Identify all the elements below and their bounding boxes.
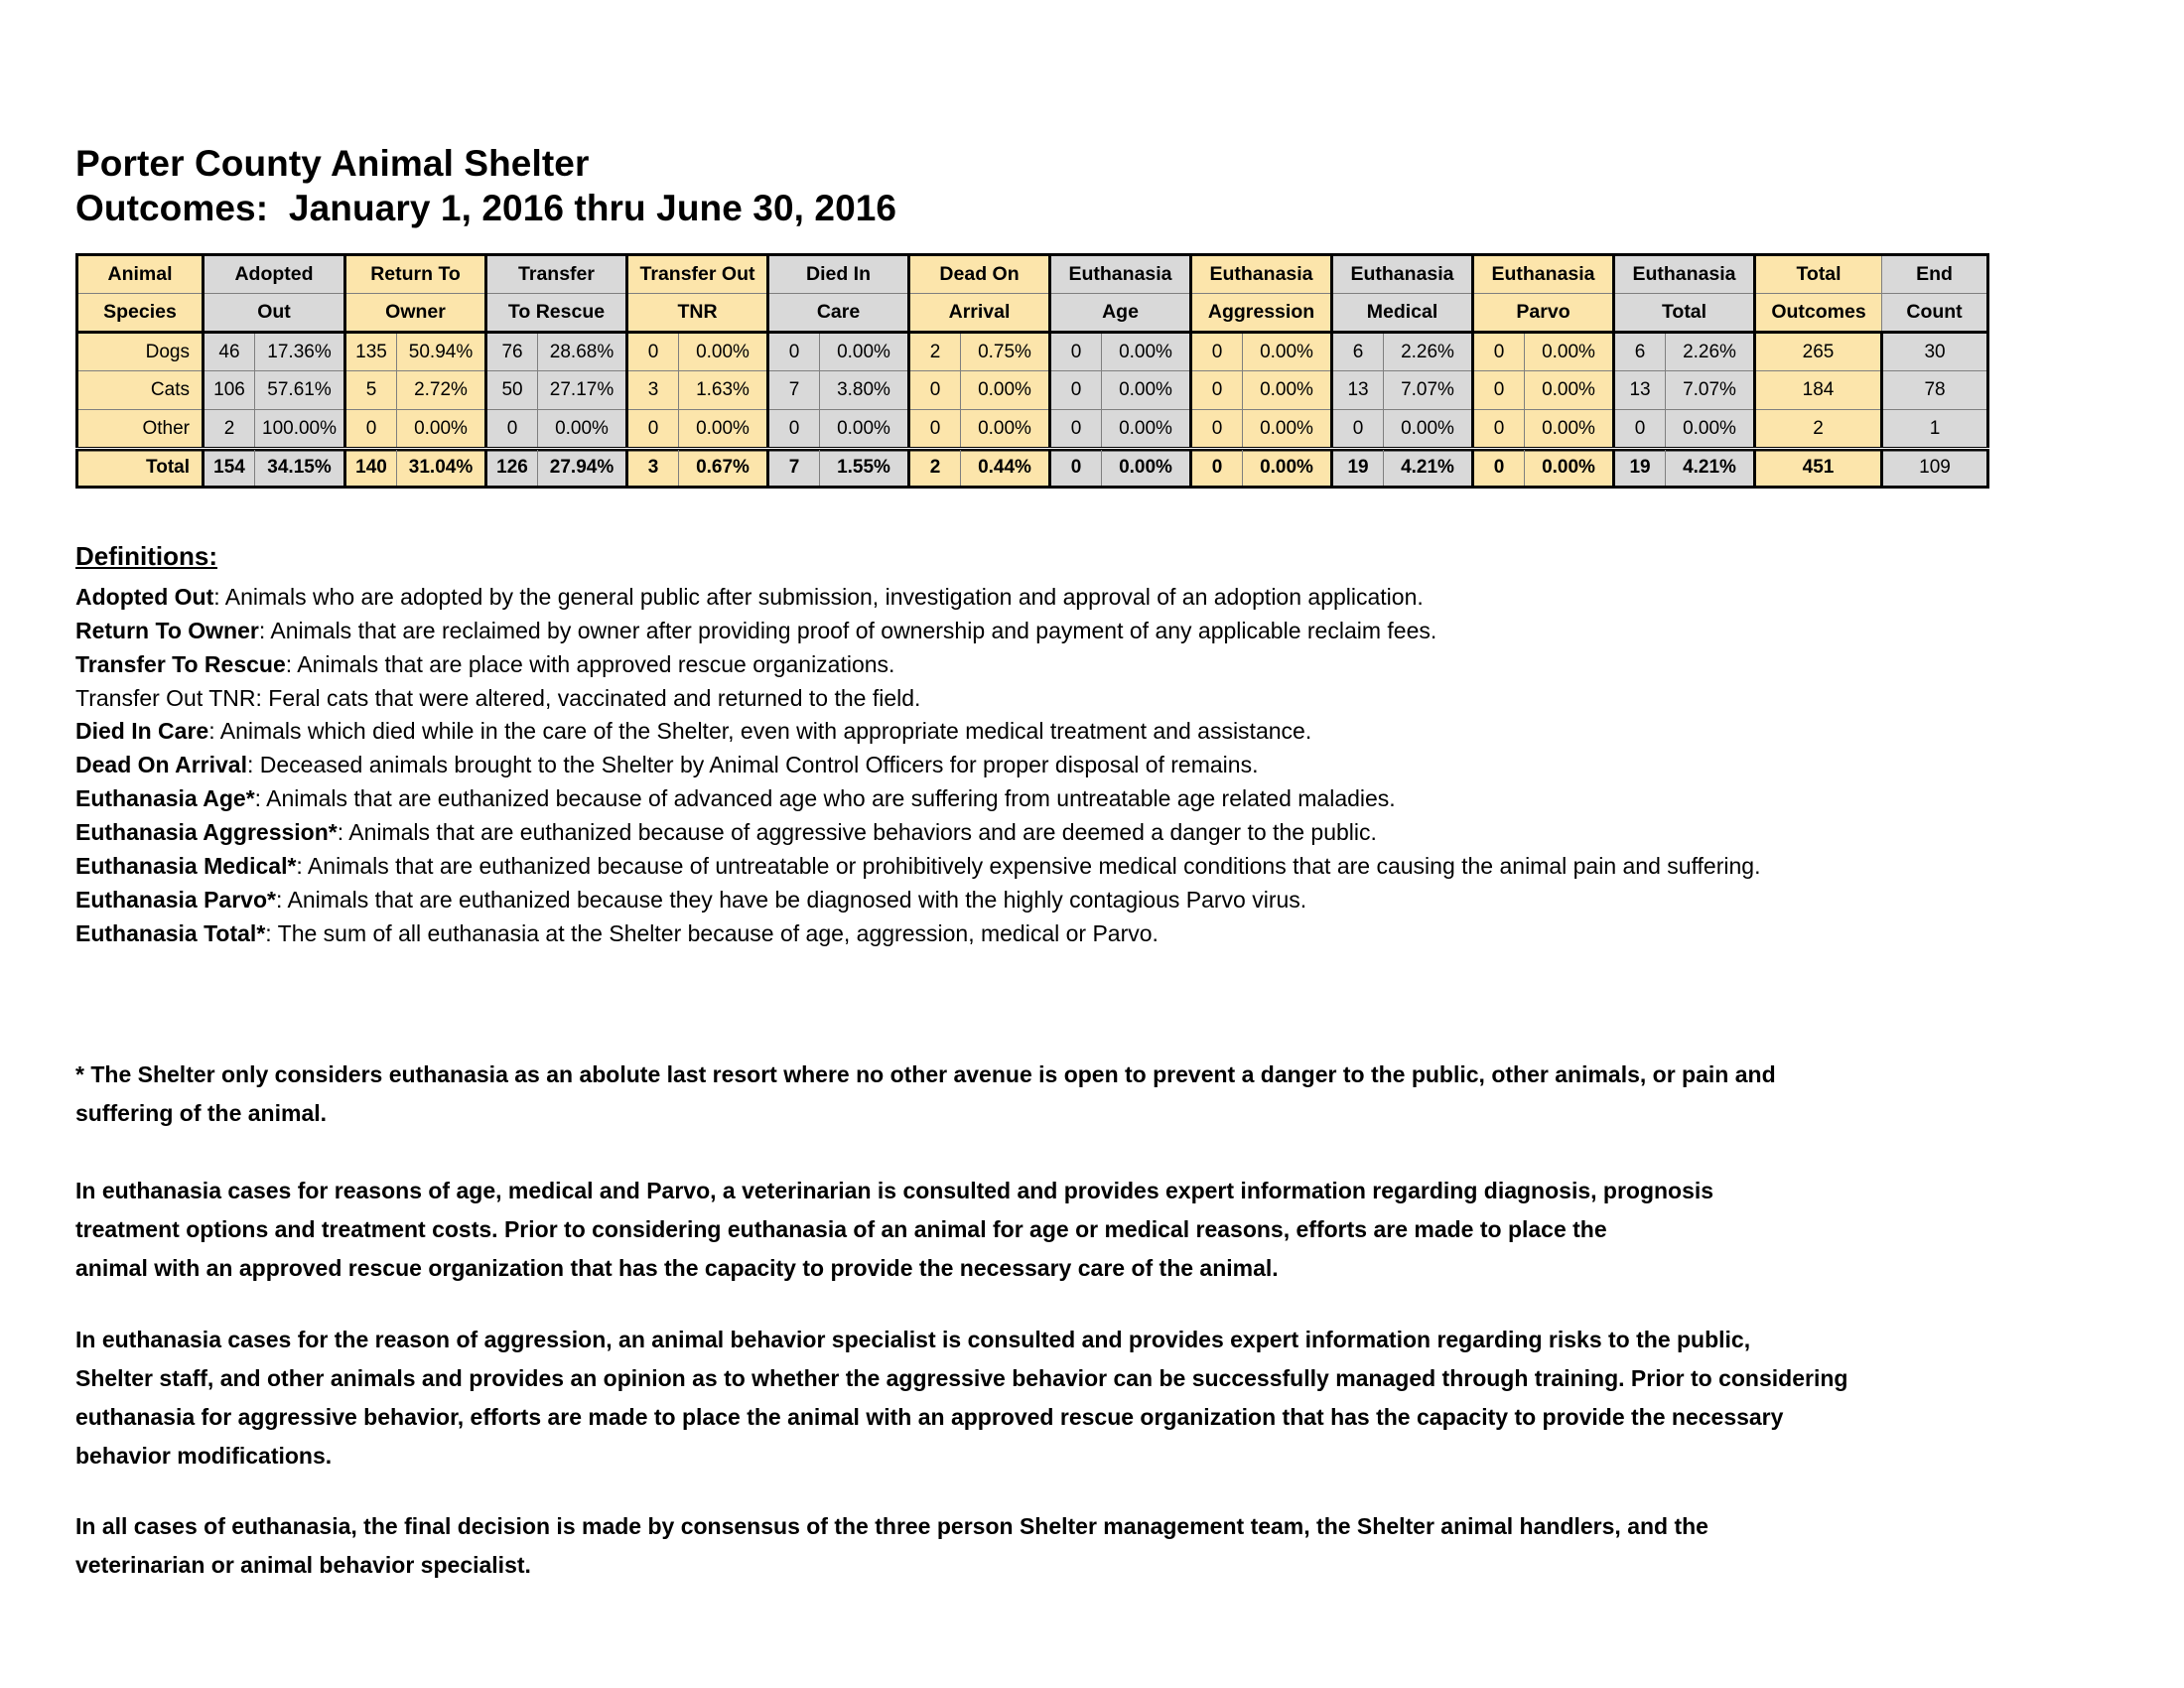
table-header-cell: Parvo — [1473, 294, 1614, 333]
percent-cell: 31.04% — [397, 449, 486, 488]
end-count-cell: 78 — [1882, 371, 1988, 410]
percent-cell: 0.00% — [1525, 410, 1614, 449]
table-header-cell: Euthanasia — [1332, 255, 1473, 294]
table-header-cell: Died In — [768, 255, 909, 294]
percent-cell: 27.94% — [538, 449, 627, 488]
count-cell: 0 — [1191, 449, 1243, 488]
percent-cell: 0.00% — [820, 333, 909, 371]
end-count-cell: 30 — [1882, 333, 1988, 371]
percent-cell: 0.00% — [961, 371, 1050, 410]
table-header-cell: Euthanasia — [1191, 255, 1332, 294]
definition-term: Euthanasia Age* — [75, 785, 255, 812]
percent-cell: 0.00% — [1525, 333, 1614, 371]
definition-text: : Deceased animals brought to the Shelter by Animal Control Officers for proper disposal of remains. — [246, 752, 1259, 778]
definition-item — [75, 750, 2111, 779]
table-row — [77, 371, 1988, 410]
count-cell: 76 — [486, 333, 538, 371]
count-cell: 126 — [486, 449, 538, 488]
table-header-cell: Euthanasia — [1614, 255, 1755, 294]
percent-cell: 0.00% — [1243, 410, 1332, 449]
table-header-cell: Euthanasia — [1050, 255, 1191, 294]
definition-text: : Feral cats that were altered, vaccinated and returned to the field. — [255, 684, 921, 711]
definition-item — [75, 817, 2111, 847]
count-cell: 2 — [909, 333, 961, 371]
percent-cell: 0.00% — [1384, 410, 1473, 449]
table-header-cell: Animal — [77, 255, 204, 294]
outcomes-table — [75, 253, 1989, 489]
percent-cell: 0.00% — [961, 410, 1050, 449]
definition-text: : Animals that are euthanized because of advanced age who are suffering from untreatable age related maladies. — [254, 785, 1396, 812]
percent-cell: 7.07% — [1384, 371, 1473, 410]
definition-term: Adopted Out — [75, 584, 214, 610]
aggression-line: In euthanasia cases for the reason of aggression, an animal behavior specialist is consulted and provides expert information regarding risks to the public, — [75, 1327, 1751, 1352]
aggression-line: behavior modifications. — [75, 1443, 333, 1470]
species-label: Cats — [77, 371, 204, 410]
count-cell: 0 — [1473, 371, 1525, 410]
outcomes-table-container — [75, 253, 1989, 489]
count-cell: 0 — [1191, 410, 1243, 449]
percent-cell: 0.00% — [1525, 449, 1614, 488]
definition-term: Return To Owner — [75, 617, 259, 643]
percent-cell: 0.00% — [1525, 371, 1614, 410]
table-header-cell: Adopted — [204, 255, 345, 294]
table-header-cell: Out — [204, 294, 345, 333]
percent-cell: 2.26% — [1384, 333, 1473, 371]
end-count-cell: 109 — [1882, 449, 1988, 488]
percent-cell: 0.00% — [1243, 333, 1332, 371]
species-label: Other — [77, 410, 204, 449]
table-row — [77, 410, 1988, 449]
count-cell: 0 — [1473, 449, 1525, 488]
definition-term: Euthanasia Total* — [75, 919, 266, 946]
count-cell: 0 — [627, 333, 679, 371]
percent-cell: 0.00% — [1243, 449, 1332, 488]
percent-cell: 0.00% — [1102, 410, 1191, 449]
definition-term: Euthanasia Parvo* — [75, 886, 276, 913]
footnote-paragraph — [75, 1055, 2120, 1133]
species-label: Dogs — [77, 333, 204, 371]
table-header-cell: Return To — [345, 255, 486, 294]
count-cell: 0 — [627, 410, 679, 449]
percent-cell: 2.72% — [397, 371, 486, 410]
definition-text: : Animals who are adopted by the general public after submission, investigation and approval of an adoption application. — [213, 584, 1424, 610]
table-header-cell: Euthanasia — [1473, 255, 1614, 294]
count-cell: 0 — [345, 410, 397, 449]
final-decision-line: veterinarian or animal behavior specialist. — [75, 1552, 531, 1579]
final-decision-paragraph — [75, 1507, 2120, 1585]
percent-cell: 1.55% — [820, 449, 909, 488]
percent-cell: 0.00% — [397, 410, 486, 449]
percent-cell: 0.00% — [538, 410, 627, 449]
veterinarian-paragraph — [75, 1172, 2120, 1288]
count-cell: 46 — [204, 333, 255, 371]
percent-cell: 0.00% — [1102, 371, 1191, 410]
total-outcomes-cell: 2 — [1755, 410, 1882, 449]
document-header — [75, 141, 896, 230]
percent-cell: 0.44% — [961, 449, 1050, 488]
table-header-cell: Age — [1050, 294, 1191, 333]
definition-item — [75, 851, 2111, 881]
table-header-cell: Owner — [345, 294, 486, 333]
total-outcomes-cell: 265 — [1755, 333, 1882, 371]
table-header-cell: Outcomes — [1755, 294, 1882, 333]
footnote-line: suffering of the animal. — [75, 1100, 328, 1127]
count-cell: 106 — [204, 371, 255, 410]
percent-cell: 4.21% — [1666, 449, 1755, 488]
table-header-cell: Medical — [1332, 294, 1473, 333]
count-cell: 154 — [204, 449, 255, 488]
definition-text: : Animals which died while in the care of the Shelter, even with appropriate medical treatment and assistance. — [208, 718, 1312, 745]
table-header-cell: Dead On — [909, 255, 1050, 294]
definition-item — [75, 716, 2111, 746]
definition-text: : Animals that are euthanized because of aggressive behaviors and are deemed a danger to the public. — [337, 819, 1377, 846]
veterinarian-line: In euthanasia cases for reasons of age, medical and Parvo, a veterinarian is consulted and provides expert information regarding diagnosis, prognosis — [75, 1178, 1714, 1203]
definition-text: : Animals that are place with approved rescue organizations. — [285, 650, 895, 677]
definitions-list — [75, 582, 2111, 948]
definition-term: Transfer Out TNR — [75, 684, 256, 711]
percent-cell: 0.00% — [679, 410, 768, 449]
aggression-paragraph — [75, 1321, 2120, 1476]
count-cell: 135 — [345, 333, 397, 371]
definitions-heading: Definitions: — [75, 541, 217, 571]
count-cell: 0 — [1614, 410, 1666, 449]
count-cell: 3 — [627, 371, 679, 410]
table-header-row-bottom — [77, 294, 1988, 333]
count-cell: 0 — [1473, 333, 1525, 371]
percent-cell: 27.17% — [538, 371, 627, 410]
table-header-cell: Species — [77, 294, 204, 333]
count-cell: 0 — [1050, 449, 1102, 488]
count-cell: 2 — [204, 410, 255, 449]
definitions-section — [75, 541, 2111, 951]
count-cell: 3 — [627, 449, 679, 488]
percent-cell: 50.94% — [397, 333, 486, 371]
percent-cell: 1.63% — [679, 371, 768, 410]
count-cell: 140 — [345, 449, 397, 488]
aggression-line: Shelter staff, and other animals and provides an opinion as to whether the aggressive behavior can be successfully managed through training. Prior to considering — [75, 1365, 1848, 1392]
percent-cell: 34.15% — [255, 449, 345, 488]
definition-term: Euthanasia Medical* — [75, 852, 297, 879]
percent-cell: 0.67% — [679, 449, 768, 488]
definition-text: : Animals that are reclaimed by owner after providing proof of ownership and payment of any applicable reclaim fees. — [258, 617, 1437, 643]
definition-text: : Animals that are euthanized because they have be diagnosed with the highly contagious Parvo virus. — [275, 886, 1307, 913]
count-cell: 0 — [1050, 371, 1102, 410]
table-total-row — [77, 449, 1988, 488]
definition-term: Euthanasia Aggression* — [75, 819, 338, 846]
count-cell: 13 — [1332, 371, 1384, 410]
total-outcomes-cell: 451 — [1755, 449, 1882, 488]
count-cell: 0 — [1191, 333, 1243, 371]
species-label: Total — [77, 449, 204, 488]
definition-term: Dead On Arrival — [75, 752, 247, 778]
count-cell: 0 — [1050, 333, 1102, 371]
count-cell: 7 — [768, 449, 820, 488]
percent-cell: 2.26% — [1666, 333, 1755, 371]
count-cell: 50 — [486, 371, 538, 410]
table-header-cell: End — [1882, 255, 1988, 294]
total-outcomes-cell: 184 — [1755, 371, 1882, 410]
percent-cell: 0.75% — [961, 333, 1050, 371]
table-header-row-top — [77, 255, 1988, 294]
table-header-cell: To Rescue — [486, 294, 627, 333]
table-header-cell: Total — [1755, 255, 1882, 294]
table-header-cell: Aggression — [1191, 294, 1332, 333]
veterinarian-line: treatment options and treatment costs. Prior to considering euthanasia of an animal for age or medical reasons, efforts are made to place the — [75, 1216, 1607, 1243]
table-header-cell: TNR — [627, 294, 768, 333]
definition-text: : The sum of all euthanasia at the Shelter because of age, aggression, medical or Parvo. — [265, 919, 1159, 946]
page-subtitle: Outcomes: January 1, 2016 thru June 30, 2016 — [75, 188, 897, 229]
definition-term: Died In Care — [75, 718, 209, 745]
percent-cell: 0.00% — [1102, 333, 1191, 371]
count-cell: 6 — [1332, 333, 1384, 371]
table-header-cell: Transfer — [486, 255, 627, 294]
table-row — [77, 333, 1988, 371]
count-cell: 0 — [1050, 410, 1102, 449]
percent-cell: 0.00% — [679, 333, 768, 371]
definition-item — [75, 885, 2111, 914]
count-cell: 0 — [1473, 410, 1525, 449]
count-cell: 0 — [909, 410, 961, 449]
count-cell: 0 — [768, 410, 820, 449]
end-count-cell: 1 — [1882, 410, 1988, 449]
percent-cell: 0.00% — [820, 410, 909, 449]
count-cell: 0 — [1191, 371, 1243, 410]
definition-item — [75, 582, 2111, 612]
percent-cell: 0.00% — [1102, 449, 1191, 488]
count-cell: 2 — [909, 449, 961, 488]
count-cell: 0 — [909, 371, 961, 410]
page-title: Porter County Animal Shelter — [75, 143, 590, 184]
count-cell: 13 — [1614, 371, 1666, 410]
count-cell: 0 — [768, 333, 820, 371]
final-decision-line: In all cases of euthanasia, the final decision is made by consensus of the three person Shelter management team, the Shelter animal handlers, and the — [75, 1513, 1708, 1539]
count-cell: 6 — [1614, 333, 1666, 371]
percent-cell: 100.00% — [255, 410, 345, 449]
table-header-cell: Arrival — [909, 294, 1050, 333]
definition-term: Transfer To Rescue — [75, 650, 286, 677]
definition-text: : Animals that are euthanized because of untreatable or prohibitively expensive medical conditions that are causing the animal pain and suffering. — [296, 852, 1761, 879]
percent-cell: 57.61% — [255, 371, 345, 410]
table-header-cell: Care — [768, 294, 909, 333]
definition-item — [75, 683, 2111, 713]
count-cell: 7 — [768, 371, 820, 410]
aggression-line: euthanasia for aggressive behavior, efforts are made to place the animal with an approved rescue organization that has the capacity to provide the necessary — [75, 1404, 1784, 1431]
percent-cell: 17.36% — [255, 333, 345, 371]
definition-item — [75, 649, 2111, 679]
count-cell: 19 — [1614, 449, 1666, 488]
table-header-cell: Count — [1882, 294, 1988, 333]
count-cell: 19 — [1332, 449, 1384, 488]
count-cell: 0 — [486, 410, 538, 449]
percent-cell: 0.00% — [1243, 371, 1332, 410]
percent-cell: 28.68% — [538, 333, 627, 371]
definition-item — [75, 918, 2111, 948]
percent-cell: 7.07% — [1666, 371, 1755, 410]
definition-item — [75, 783, 2111, 813]
table-header-cell: Transfer Out — [627, 255, 768, 294]
count-cell: 0 — [1332, 410, 1384, 449]
veterinarian-line: animal with an approved rescue organization that has the capacity to provide the necessary care of the animal. — [75, 1255, 1279, 1282]
footnote-line: * The Shelter only considers euthanasia as an abolute last resort where no other avenue is open to prevent a danger to the public, other animals, or pain and — [75, 1061, 1776, 1087]
percent-cell: 4.21% — [1384, 449, 1473, 488]
percent-cell: 0.00% — [1666, 410, 1755, 449]
definition-item — [75, 616, 2111, 645]
percent-cell: 3.80% — [820, 371, 909, 410]
count-cell: 5 — [345, 371, 397, 410]
table-header-cell: Total — [1614, 294, 1755, 333]
